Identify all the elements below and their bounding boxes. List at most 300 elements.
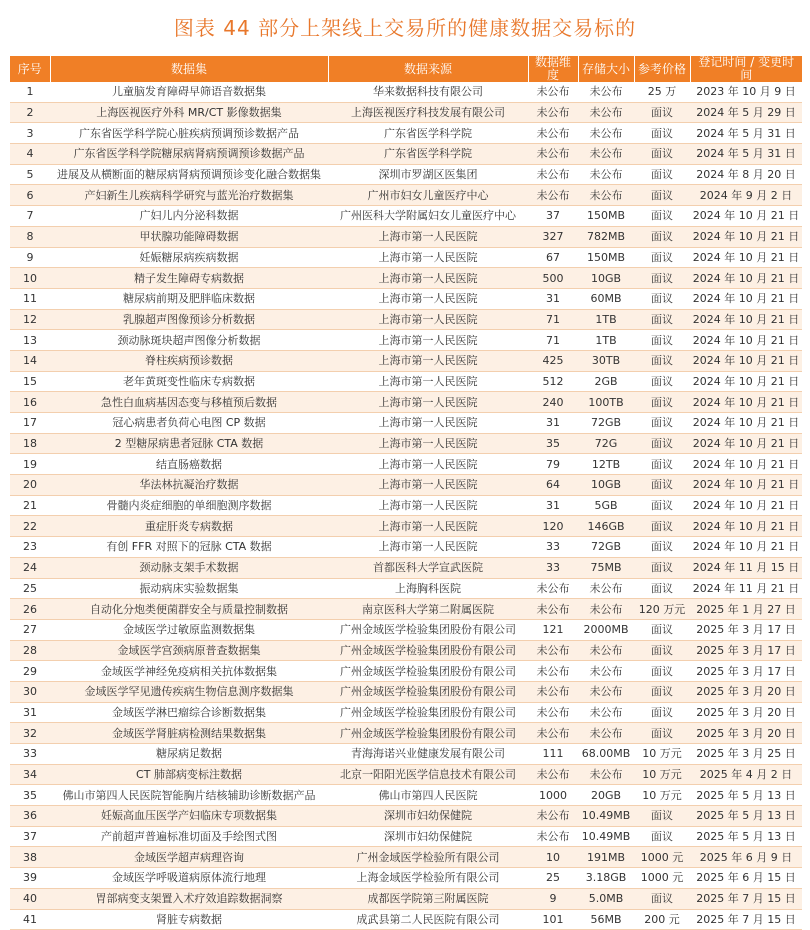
cell-storage: 未公布	[578, 144, 634, 165]
cell-date: 2025 年 7 月 15 日	[690, 909, 802, 930]
cell-index: 30	[10, 681, 50, 702]
cell-date: 2024 年 5 月 31 日	[690, 144, 802, 165]
cell-source: 上海市第一人民医院	[328, 475, 528, 496]
cell-price: 25 万	[634, 82, 690, 102]
cell-source: 上海市第一人民医院	[328, 516, 528, 537]
cell-dataset: 糖尿病前期及肥胖临床数据	[50, 288, 328, 309]
cell-storage: 10GB	[578, 475, 634, 496]
header-index: 序号	[10, 56, 50, 82]
cell-price: 面议	[634, 392, 690, 413]
header-dimension: 数据维度	[528, 56, 578, 82]
cell-dimension: 31	[528, 413, 578, 434]
cell-dataset: 金域医学淋巴瘤综合诊断数据集	[50, 702, 328, 723]
cell-price: 面议	[634, 702, 690, 723]
cell-dataset: 颈动脉支架手术数据	[50, 557, 328, 578]
cell-date: 2025 年 6 月 9 日	[690, 847, 802, 868]
cell-index: 22	[10, 516, 50, 537]
cell-source: 上海市第一人民医院	[328, 309, 528, 330]
table-row	[10, 247, 802, 268]
cell-storage: 未公布	[578, 164, 634, 185]
cell-source: 广州金域医学检验所有限公司	[328, 847, 528, 868]
table-row	[10, 599, 802, 620]
cell-dimension: 未公布	[528, 82, 578, 102]
cell-storage: 10.49MB	[578, 826, 634, 847]
cell-date: 2024 年 10 月 21 日	[690, 206, 802, 227]
cell-dimension: 37	[528, 206, 578, 227]
cell-storage: 1TB	[578, 330, 634, 351]
header-dataset: 数据集	[50, 56, 328, 82]
cell-date: 2024 年 10 月 21 日	[690, 330, 802, 351]
cell-index: 19	[10, 454, 50, 475]
cell-index: 35	[10, 785, 50, 806]
cell-date: 2025 年 5 月 13 日	[690, 806, 802, 827]
cell-price: 面议	[634, 413, 690, 434]
cell-dimension: 31	[528, 288, 578, 309]
table-row	[10, 681, 802, 702]
cell-dimension: 未公布	[528, 599, 578, 620]
table-row	[10, 226, 802, 247]
cell-index: 7	[10, 206, 50, 227]
cell-storage: 72GB	[578, 537, 634, 558]
cell-dataset: CT 肺部病变标注数据	[50, 764, 328, 785]
cell-dimension: 未公布	[528, 661, 578, 682]
cell-storage: 72GB	[578, 413, 634, 434]
table-row	[10, 413, 802, 434]
cell-index: 9	[10, 247, 50, 268]
cell-dimension: 未公布	[528, 578, 578, 599]
cell-date: 2025 年 3 月 17 日	[690, 619, 802, 640]
cell-price: 10 万元	[634, 785, 690, 806]
table-row	[10, 475, 802, 496]
cell-dataset: 糖尿病足数据	[50, 744, 328, 765]
cell-dimension: 33	[528, 537, 578, 558]
cell-dimension: 未公布	[528, 144, 578, 165]
cell-price: 面议	[634, 433, 690, 454]
cell-index: 32	[10, 723, 50, 744]
cell-date: 2024 年 10 月 21 日	[690, 392, 802, 413]
cell-source: 上海市第一人民医院	[328, 454, 528, 475]
cell-price: 面议	[634, 185, 690, 206]
cell-source: 广州市妇女儿童医疗中心	[328, 185, 528, 206]
cell-storage: 未公布	[578, 661, 634, 682]
table-row	[10, 909, 802, 930]
cell-price: 面议	[634, 454, 690, 475]
cell-date: 2024 年 10 月 21 日	[690, 350, 802, 371]
cell-date: 2024 年 10 月 21 日	[690, 309, 802, 330]
table-row	[10, 537, 802, 558]
cell-index: 24	[10, 557, 50, 578]
cell-date: 2024 年 10 月 21 日	[690, 226, 802, 247]
cell-index: 3	[10, 123, 50, 144]
cell-date: 2024 年 11 月 15 日	[690, 557, 802, 578]
cell-dataset: 产妇新生儿疾病科学研究与蓝光治疗数据集	[50, 185, 328, 206]
cell-storage: 2000MB	[578, 619, 634, 640]
table-row	[10, 826, 802, 847]
cell-storage: 100TB	[578, 392, 634, 413]
cell-dimension: 未公布	[528, 681, 578, 702]
cell-dimension: 31	[528, 495, 578, 516]
cell-storage: 未公布	[578, 578, 634, 599]
cell-dataset: 金域医学宫颈病原普查数据集	[50, 640, 328, 661]
cell-price: 面议	[634, 578, 690, 599]
cell-price: 面议	[634, 102, 690, 123]
cell-dimension: 500	[528, 268, 578, 289]
cell-price: 面议	[634, 557, 690, 578]
cell-dimension: 67	[528, 247, 578, 268]
cell-index: 13	[10, 330, 50, 351]
cell-source: 上海市第一人民医院	[328, 495, 528, 516]
cell-date: 2024 年 9 月 2 日	[690, 185, 802, 206]
cell-price: 1000 元	[634, 868, 690, 889]
cell-price: 面议	[634, 806, 690, 827]
cell-price: 面议	[634, 123, 690, 144]
cell-price: 面议	[634, 164, 690, 185]
cell-dataset: 2 型糖尿病患者冠脉 CTA 数据	[50, 433, 328, 454]
cell-dataset: 有创 FFR 对照下的冠脉 CTA 数据	[50, 537, 328, 558]
cell-dataset: 广东省医学科学院心脏疾病预调预诊数据产品	[50, 123, 328, 144]
cell-date: 2024 年 5 月 29 日	[690, 102, 802, 123]
cell-date: 2024 年 10 月 21 日	[690, 288, 802, 309]
cell-storage: 20GB	[578, 785, 634, 806]
cell-dataset: 老年黄斑变性临床专病数据	[50, 371, 328, 392]
cell-storage: 12TB	[578, 454, 634, 475]
cell-dataset: 振动病床实验数据集	[50, 578, 328, 599]
cell-date: 2024 年 10 月 21 日	[690, 454, 802, 475]
cell-dataset: 妊娠糖尿病疾病数据	[50, 247, 328, 268]
cell-dimension: 101	[528, 909, 578, 930]
cell-storage: 5GB	[578, 495, 634, 516]
cell-dataset: 进展及从横断面的糖尿病肾病预调预诊变化融合数据集	[50, 164, 328, 185]
cell-date: 2025 年 3 月 25 日	[690, 744, 802, 765]
cell-dimension: 未公布	[528, 123, 578, 144]
cell-price: 200 元	[634, 909, 690, 930]
cell-dataset: 精子发生障碍专病数据	[50, 268, 328, 289]
cell-dimension: 未公布	[528, 164, 578, 185]
cell-date: 2023 年 10 月 9 日	[690, 82, 802, 102]
cell-dataset: 金域医学罕见遗传疾病生物信息测序数据集	[50, 681, 328, 702]
cell-dataset: 急性白血病基因态变与移植预后数据	[50, 392, 328, 413]
table-row	[10, 785, 802, 806]
cell-storage: 未公布	[578, 702, 634, 723]
table-row	[10, 392, 802, 413]
table-row	[10, 433, 802, 454]
cell-source: 广东省医学科学院	[328, 144, 528, 165]
cell-date: 2024 年 10 月 21 日	[690, 268, 802, 289]
cell-dimension: 120	[528, 516, 578, 537]
cell-dataset: 儿童脑发育障碍早筛语音数据集	[50, 82, 328, 102]
cell-dimension: 121	[528, 619, 578, 640]
cell-dataset: 自动化分炮类便菌群安全与质量控制数据	[50, 599, 328, 620]
header-source: 数据来源	[328, 56, 528, 82]
cell-storage: 30TB	[578, 350, 634, 371]
cell-storage: 146GB	[578, 516, 634, 537]
cell-dataset: 金域医学神经免疫病相关抗体数据集	[50, 661, 328, 682]
cell-storage: 2GB	[578, 371, 634, 392]
cell-source: 广州医科大学附属妇女儿童医疗中心	[328, 206, 528, 227]
table-row	[10, 764, 802, 785]
table-body	[10, 82, 802, 930]
table-row	[10, 371, 802, 392]
cell-source: 上海市第一人民医院	[328, 350, 528, 371]
header-price: 参考价格	[634, 56, 690, 82]
cell-price: 面议	[634, 826, 690, 847]
cell-dataset: 广东省医学科学院糖尿病肾病预调预诊数据产品	[50, 144, 328, 165]
cell-price: 面议	[634, 495, 690, 516]
cell-source: 上海金域医学检验所有限公司	[328, 868, 528, 889]
cell-date: 2024 年 11 月 21 日	[690, 578, 802, 599]
table-row	[10, 206, 802, 227]
table-row	[10, 350, 802, 371]
cell-dimension: 未公布	[528, 102, 578, 123]
cell-dataset: 妊娠高血压医学产妇临床专项数据集	[50, 806, 328, 827]
cell-storage: 3.18GB	[578, 868, 634, 889]
cell-dataset: 甲状腺功能障碍数据	[50, 226, 328, 247]
table-row	[10, 454, 802, 475]
cell-price: 10 万元	[634, 744, 690, 765]
table-row	[10, 619, 802, 640]
cell-storage: 72G	[578, 433, 634, 454]
cell-dimension: 512	[528, 371, 578, 392]
cell-dataset: 颈动脉斑块超声图像分析数据	[50, 330, 328, 351]
cell-storage: 150MB	[578, 247, 634, 268]
cell-price: 面议	[634, 268, 690, 289]
cell-source: 成武县第二人民医院有限公司	[328, 909, 528, 930]
cell-date: 2025 年 1 月 27 日	[690, 599, 802, 620]
cell-source: 上海市第一人民医院	[328, 433, 528, 454]
cell-index: 15	[10, 371, 50, 392]
cell-storage: 60MB	[578, 288, 634, 309]
figure-title: 图表 44 部分上架线上交易所的健康数据交易标的	[173, 15, 637, 40]
cell-dataset: 金域医学超声病理咨询	[50, 847, 328, 868]
cell-index: 20	[10, 475, 50, 496]
cell-index: 21	[10, 495, 50, 516]
table-header-row	[10, 56, 802, 82]
cell-storage: 782MB	[578, 226, 634, 247]
cell-price: 面议	[634, 206, 690, 227]
table-row	[10, 744, 802, 765]
cell-index: 1	[10, 82, 50, 102]
table-row	[10, 309, 802, 330]
table-row	[10, 123, 802, 144]
table-row	[10, 164, 802, 185]
cell-dataset: 脊柱疾病预诊数据	[50, 350, 328, 371]
table-row	[10, 868, 802, 889]
cell-price: 面议	[634, 888, 690, 909]
cell-dimension: 未公布	[528, 185, 578, 206]
cell-source: 深圳市罗湖区医集团	[328, 164, 528, 185]
cell-source: 上海市第一人民医院	[328, 392, 528, 413]
cell-dimension: 111	[528, 744, 578, 765]
cell-index: 38	[10, 847, 50, 868]
cell-date: 2025 年 3 月 20 日	[690, 702, 802, 723]
cell-source: 南京医科大学第二附属医院	[328, 599, 528, 620]
table-row	[10, 268, 802, 289]
cell-price: 面议	[634, 226, 690, 247]
cell-date: 2024 年 10 月 21 日	[690, 537, 802, 558]
header-date: 登记时间 / 变更时间	[690, 56, 802, 82]
cell-date: 2025 年 3 月 17 日	[690, 661, 802, 682]
cell-dimension: 未公布	[528, 723, 578, 744]
cell-index: 29	[10, 661, 50, 682]
cell-source: 广东省医学科学院	[328, 123, 528, 144]
cell-dataset: 冠心病患者负荷心电图 CP 数据	[50, 413, 328, 434]
cell-index: 39	[10, 868, 50, 889]
cell-price: 面议	[634, 640, 690, 661]
cell-price: 1000 元	[634, 847, 690, 868]
cell-storage: 未公布	[578, 185, 634, 206]
cell-dataset: 肾脏专病数据	[50, 909, 328, 930]
cell-price: 面议	[634, 661, 690, 682]
cell-source: 上海胸科医院	[328, 578, 528, 599]
cell-dataset: 华法林抗凝治疗数据	[50, 475, 328, 496]
cell-source: 深圳市妇幼保健院	[328, 826, 528, 847]
cell-storage: 未公布	[578, 723, 634, 744]
cell-index: 23	[10, 537, 50, 558]
cell-price: 10 万元	[634, 764, 690, 785]
cell-index: 16	[10, 392, 50, 413]
cell-storage: 未公布	[578, 599, 634, 620]
cell-index: 12	[10, 309, 50, 330]
cell-dimension: 240	[528, 392, 578, 413]
cell-price: 面议	[634, 681, 690, 702]
cell-source: 广州金域医学检验集团股份有限公司	[328, 661, 528, 682]
cell-source: 上海市第一人民医院	[328, 226, 528, 247]
cell-source: 成都医学院第三附属医院	[328, 888, 528, 909]
cell-index: 4	[10, 144, 50, 165]
cell-dataset: 金域医学肾脏病检测结果数据集	[50, 723, 328, 744]
cell-storage: 未公布	[578, 123, 634, 144]
cell-index: 27	[10, 619, 50, 640]
cell-index: 5	[10, 164, 50, 185]
cell-storage: 未公布	[578, 681, 634, 702]
cell-source: 广州金域医学检验集团股份有限公司	[328, 702, 528, 723]
cell-storage: 5.0MB	[578, 888, 634, 909]
cell-storage: 68.00MB	[578, 744, 634, 765]
cell-dimension: 35	[528, 433, 578, 454]
cell-index: 14	[10, 350, 50, 371]
cell-dataset: 骨髓内炎症细胞的单细胞测序数据	[50, 495, 328, 516]
cell-storage: 75MB	[578, 557, 634, 578]
cell-date: 2025 年 3 月 17 日	[690, 640, 802, 661]
cell-dimension: 425	[528, 350, 578, 371]
cell-source: 广州金域医学检验集团股份有限公司	[328, 681, 528, 702]
cell-dimension: 未公布	[528, 640, 578, 661]
table-row	[10, 888, 802, 909]
cell-source: 北京一阳阳光医学信息技术有限公司	[328, 764, 528, 785]
cell-dimension: 未公布	[528, 826, 578, 847]
cell-source: 深圳市妇幼保健院	[328, 806, 528, 827]
table-row	[10, 578, 802, 599]
cell-date: 2025 年 3 月 20 日	[690, 723, 802, 744]
cell-index: 41	[10, 909, 50, 930]
cell-dimension: 未公布	[528, 764, 578, 785]
cell-storage: 191MB	[578, 847, 634, 868]
cell-date: 2024 年 10 月 21 日	[690, 413, 802, 434]
cell-date: 2025 年 6 月 15 日	[690, 868, 802, 889]
cell-dataset: 重症肝炎专病数据	[50, 516, 328, 537]
cell-price: 面议	[634, 288, 690, 309]
cell-dimension: 327	[528, 226, 578, 247]
cell-price: 面议	[634, 516, 690, 537]
cell-source: 广州金域医学检验集团股份有限公司	[328, 723, 528, 744]
cell-source: 上海市第一人民医院	[328, 268, 528, 289]
cell-dataset: 产前超声普遍标准切面及手绘图式图	[50, 826, 328, 847]
cell-index: 34	[10, 764, 50, 785]
cell-source: 上海市第一人民医院	[328, 537, 528, 558]
cell-dimension: 33	[528, 557, 578, 578]
cell-dimension: 未公布	[528, 806, 578, 827]
table-row	[10, 847, 802, 868]
cell-date: 2025 年 3 月 20 日	[690, 681, 802, 702]
cell-dataset: 佛山市第四人民医院智能胸片结核辅助诊断数据产品	[50, 785, 328, 806]
cell-dimension: 9	[528, 888, 578, 909]
table-row	[10, 144, 802, 165]
cell-source: 上海市第一人民医院	[328, 371, 528, 392]
cell-index: 18	[10, 433, 50, 454]
cell-index: 8	[10, 226, 50, 247]
cell-storage: 1TB	[578, 309, 634, 330]
health-data-table	[10, 56, 802, 930]
cell-date: 2024 年 10 月 21 日	[690, 475, 802, 496]
cell-index: 17	[10, 413, 50, 434]
cell-date: 2025 年 7 月 15 日	[690, 888, 802, 909]
table-row	[10, 82, 802, 102]
cell-date: 2025 年 4 月 2 日	[690, 764, 802, 785]
cell-storage: 未公布	[578, 640, 634, 661]
cell-source: 青海海诺兴业健康发展有限公司	[328, 744, 528, 765]
cell-index: 40	[10, 888, 50, 909]
cell-source: 佛山市第四人民医院	[328, 785, 528, 806]
cell-price: 面议	[634, 371, 690, 392]
cell-source: 上海市第一人民医院	[328, 247, 528, 268]
cell-storage: 10GB	[578, 268, 634, 289]
cell-price: 面议	[634, 144, 690, 165]
cell-price: 面议	[634, 723, 690, 744]
cell-dimension: 71	[528, 330, 578, 351]
cell-source: 首都医科大学宣武医院	[328, 557, 528, 578]
cell-price: 面议	[634, 330, 690, 351]
cell-dataset: 胃部病变支架置入术疗效追踪数据洞察	[50, 888, 328, 909]
cell-date: 2024 年 10 月 21 日	[690, 516, 802, 537]
cell-dataset: 结直肠癌数据	[50, 454, 328, 475]
cell-dimension: 25	[528, 868, 578, 889]
cell-storage: 未公布	[578, 82, 634, 102]
cell-index: 25	[10, 578, 50, 599]
cell-date: 2024 年 10 月 21 日	[690, 371, 802, 392]
cell-date: 2025 年 5 月 13 日	[690, 785, 802, 806]
table-row	[10, 495, 802, 516]
cell-source: 上海市第一人民医院	[328, 413, 528, 434]
cell-date: 2024 年 8 月 20 日	[690, 164, 802, 185]
cell-dataset: 广妇儿内分泌科数据	[50, 206, 328, 227]
cell-storage: 150MB	[578, 206, 634, 227]
cell-source: 上海市第一人民医院	[328, 330, 528, 351]
cell-storage: 未公布	[578, 764, 634, 785]
cell-index: 11	[10, 288, 50, 309]
cell-dimension: 79	[528, 454, 578, 475]
cell-source: 广州金域医学检验集团股份有限公司	[328, 619, 528, 640]
cell-dataset: 金域医学过敏原监测数据集	[50, 619, 328, 640]
cell-date: 2024 年 10 月 21 日	[690, 247, 802, 268]
cell-index: 6	[10, 185, 50, 206]
cell-storage: 10.49MB	[578, 806, 634, 827]
cell-index: 2	[10, 102, 50, 123]
cell-price: 面议	[634, 309, 690, 330]
cell-dimension: 64	[528, 475, 578, 496]
table-row	[10, 288, 802, 309]
cell-index: 28	[10, 640, 50, 661]
table-row	[10, 702, 802, 723]
